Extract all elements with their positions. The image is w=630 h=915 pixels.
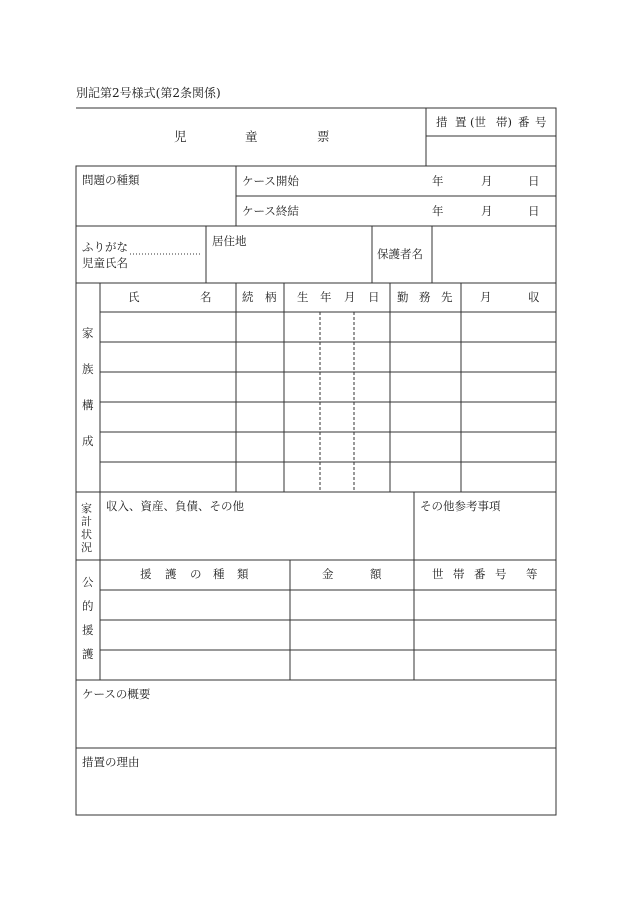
problem-type-field[interactable] bbox=[77, 192, 235, 225]
family-col-birth: 日 bbox=[368, 290, 380, 304]
aid-col-type: 種 bbox=[213, 567, 225, 581]
aid-col-household-number: 世 bbox=[432, 567, 444, 581]
public-aid-label-char: 護 bbox=[82, 647, 94, 661]
residence-label: 居住地 bbox=[212, 234, 247, 248]
measure-number-label-char: 号 bbox=[535, 115, 547, 129]
title-char: 童 bbox=[245, 129, 258, 144]
family-col-work: 先 bbox=[441, 290, 453, 304]
case-summary-field[interactable] bbox=[77, 706, 555, 747]
household-label-char: 家 bbox=[81, 502, 92, 515]
measure-number-field[interactable] bbox=[427, 137, 555, 165]
household-label-char: 況 bbox=[81, 541, 92, 554]
measure-number-label-char: 番 bbox=[518, 115, 530, 129]
guardian-name-field[interactable] bbox=[433, 227, 555, 282]
public-aid-label-char: 援 bbox=[82, 623, 94, 637]
title-char: 児 bbox=[174, 129, 187, 144]
furigana-label: ふりがな bbox=[82, 240, 128, 254]
case-end-label: ケース終結 bbox=[242, 204, 299, 218]
aid-col-type: の bbox=[190, 567, 202, 581]
case-end-day-unit: 日 bbox=[528, 204, 540, 218]
family-col-income: 収 bbox=[528, 290, 540, 304]
aid-col-household-number: 号 bbox=[495, 567, 507, 581]
public-aid-label-char: 的 bbox=[82, 599, 94, 613]
aid-col-amount: 額 bbox=[370, 567, 382, 581]
measure-number-label-char: 措 bbox=[436, 115, 448, 129]
measure-number-label-char: (世 bbox=[470, 115, 486, 129]
family-col-name: 名 bbox=[200, 290, 212, 304]
family-col-name: 氏 bbox=[128, 290, 140, 304]
aid-col-household-number: 等 bbox=[526, 567, 538, 581]
case-start-day-unit: 日 bbox=[528, 174, 540, 188]
family-label-char: 家 bbox=[82, 326, 94, 340]
guardian-label: 保護者名 bbox=[377, 247, 423, 261]
family-col-work: 勤 bbox=[397, 290, 409, 304]
family-label-char: 構 bbox=[82, 398, 94, 412]
aid-col-type: 類 bbox=[237, 567, 249, 581]
form-heading: 別記第2号様式(第2条関係) bbox=[76, 86, 221, 100]
case-summary-label: ケースの概要 bbox=[82, 687, 151, 701]
family-col-relation: 柄 bbox=[265, 290, 277, 304]
measure-reason-field[interactable] bbox=[77, 774, 555, 814]
family-col-relation: 続 bbox=[242, 290, 254, 304]
family-col-income: 月 bbox=[480, 290, 492, 304]
family-col-birth: 生 bbox=[297, 290, 309, 304]
public-aid-label-char: 公 bbox=[82, 575, 94, 589]
case-start-month-unit: 月 bbox=[481, 174, 493, 188]
case-start-year-unit: 年 bbox=[432, 174, 444, 188]
measure-reason-label: 措置の理由 bbox=[82, 755, 140, 769]
measure-number-label-char: 置 bbox=[455, 115, 467, 129]
aid-col-household-number: 帯 bbox=[453, 567, 465, 581]
child-name-label: 児童氏名 bbox=[82, 256, 128, 270]
problem-type-label: 問題の種類 bbox=[82, 173, 140, 187]
aid-col-household-number: 番 bbox=[474, 567, 486, 581]
aid-col-type: 援 bbox=[140, 567, 152, 581]
family-col-birth: 月 bbox=[344, 290, 356, 304]
household-label-char: 状 bbox=[81, 528, 92, 541]
aid-col-type: 護 bbox=[165, 567, 177, 581]
other-notes-label: その他参考事項 bbox=[420, 499, 501, 513]
family-col-work: 務 bbox=[419, 290, 431, 304]
case-start-label: ケース開始 bbox=[242, 174, 299, 188]
household-field-label: 収入、資産、負債、その他 bbox=[106, 499, 244, 513]
aid-col-amount: 金 bbox=[322, 567, 334, 581]
family-col-birth: 年 bbox=[320, 290, 332, 304]
case-end-year-unit: 年 bbox=[432, 204, 444, 218]
title-char: 票 bbox=[317, 129, 330, 144]
family-label-char: 成 bbox=[82, 434, 94, 448]
family-label-char: 族 bbox=[82, 362, 94, 376]
case-end-month-unit: 月 bbox=[481, 204, 493, 218]
measure-number-label-char: 帯) bbox=[496, 115, 512, 129]
household-label-char: 計 bbox=[81, 515, 92, 528]
